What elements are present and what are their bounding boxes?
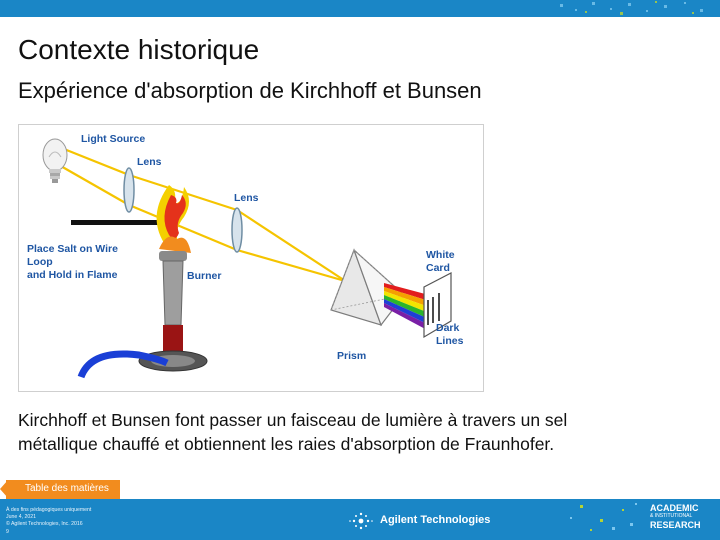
legal-line-3: © Agilent Technologies, Inc. 2016: [6, 521, 83, 528]
academic-line-1: ACADEMIC: [650, 503, 699, 513]
academic-research-logo: [650, 503, 701, 530]
label-white-card-1: White: [426, 249, 455, 261]
label-light-source: Light Source: [81, 133, 146, 145]
toc-label: Table des matières: [25, 483, 109, 494]
table-of-contents-button[interactable]: [0, 480, 120, 499]
label-white-card-2: Card: [426, 262, 450, 274]
label-salt-line-1: Place Salt on Wire: [27, 243, 118, 255]
agilent-brand: Agilent Technologies: [380, 514, 491, 526]
page-title: Contexte historique: [18, 34, 260, 65]
agilent-spark-logo: [348, 511, 374, 531]
footer-legal: [6, 507, 91, 536]
description-text: [18, 408, 698, 456]
label-prism: Prism: [337, 350, 367, 362]
label-salt-line-3: and Hold in Flame: [27, 269, 118, 281]
academic-line-3: RESEARCH: [650, 520, 701, 530]
academic-line-2: & INSTITUTIONAL: [650, 513, 693, 519]
banner-dots-decoration: [0, 0, 720, 17]
label-salt-line-2: Loop: [27, 256, 53, 268]
legal-line-1: À des fins pédagogiques uniquement: [6, 507, 92, 513]
description-line-1: Kirchhoff et Bunsen font passer un faisceau de lumière à travers un sel: [18, 410, 568, 430]
footer-dots-decoration: [560, 499, 650, 540]
wire-loop-bar: [71, 220, 161, 225]
footer: [0, 499, 720, 540]
label-lens-2: Lens: [234, 192, 259, 204]
label-burner: Burner: [187, 270, 222, 282]
label-dark-lines-1: Dark: [436, 322, 460, 334]
spectrum-beam: [384, 283, 429, 331]
kirchhoff-bunsen-diagram: [18, 124, 484, 392]
legal-line-4: 9: [6, 528, 9, 535]
label-dark-lines-2: Lines: [436, 335, 464, 347]
back-arrow-icon: [0, 480, 8, 498]
page-subtitle: Expérience d'absorption de Kirchhoff et Bunsen: [18, 78, 482, 103]
label-lens-1: Lens: [137, 156, 162, 168]
bunsen-burner-icon: [139, 251, 207, 371]
flame-icon: [157, 185, 191, 253]
lens-2-icon: [232, 208, 242, 252]
description-line-2: métallique chauffé et obtiennent les raies d'absorption de Fraunhofer.: [18, 434, 555, 454]
lens-1-icon: [124, 168, 134, 212]
legal-line-2: June 4, 2021: [6, 514, 36, 521]
top-banner: [0, 0, 720, 17]
light-bulb-icon: [43, 139, 67, 183]
